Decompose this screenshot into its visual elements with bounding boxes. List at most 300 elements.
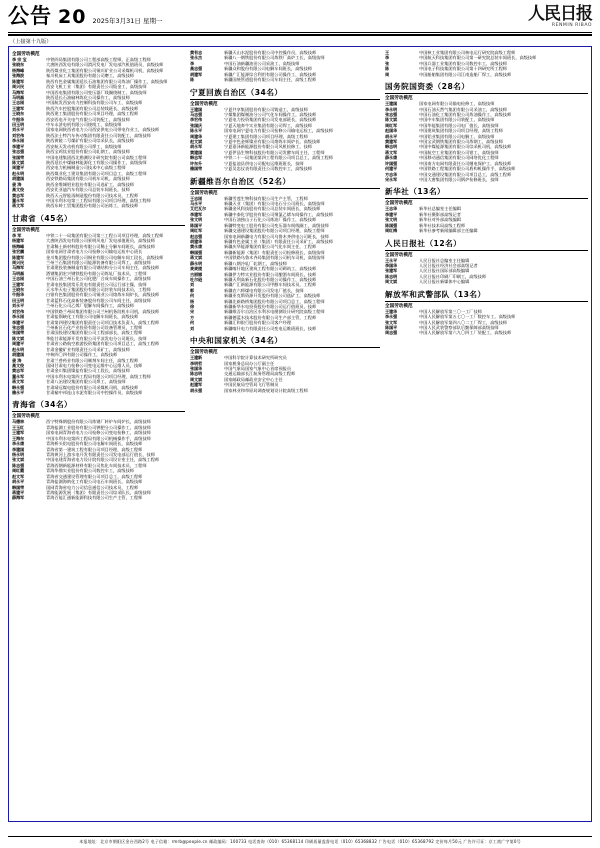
honoree-affiliation: 新华社总编室主任编辑 bbox=[419, 206, 461, 212]
honoree-affiliation: 青海黄河上游水电开发有限责任公司发电部运行值长，技师 bbox=[46, 452, 155, 457]
honoree-name: 李 bbox=[385, 55, 389, 61]
honoree-affiliation: 新华社技术局高级工程师 bbox=[419, 222, 466, 228]
honoree-name: 张永杰 bbox=[190, 55, 202, 61]
honoree-name: 薛永明 bbox=[190, 260, 202, 266]
honoree-affiliation: 中国电建青海省电力设计院有限公司设计室主任，高级工程师 bbox=[46, 457, 160, 463]
honoree-affiliation: 大唐陕西发电有限公司渭河发电厂发电部汽机值班员，高级技师 bbox=[46, 62, 164, 68]
honoree-name: 陈建军 bbox=[12, 78, 24, 84]
honoree-affiliation: 中国华能集团有限公司电厂值长，高级技师 bbox=[419, 122, 499, 128]
masthead-rule-top bbox=[8, 32, 592, 33]
honoree-name: 陈国强 bbox=[385, 222, 397, 228]
honoree-affiliation: 中国南方电网有限责任公司继电保护工，高级技师 bbox=[419, 160, 512, 166]
honoree-name: 王建国 bbox=[385, 101, 397, 107]
honoree-affiliation: 甘肃金徽矿业有限责任公司采矿工，高级技师 bbox=[46, 346, 130, 352]
table-row bbox=[385, 228, 588, 233]
honoree-name: 周文斌 bbox=[385, 279, 397, 285]
honoree-name: 王建华 bbox=[385, 308, 397, 314]
honoree-name: 方 bbox=[190, 314, 194, 320]
newspaper-logo-pinyin: RENMIN RIBAO bbox=[551, 23, 592, 28]
honoree-affiliation: 新疆汇和银行股份有限公司客户经理 bbox=[224, 320, 292, 326]
honoree-table bbox=[385, 258, 588, 285]
honoree-name: 张宏鹏 bbox=[12, 249, 24, 255]
honoree-affiliation: 中国人民解放军第五七〇一工厂数控车工，高级技师 bbox=[419, 314, 516, 320]
honoree-name: 张国庆 bbox=[190, 122, 202, 128]
honoree-name: 蒋文军 bbox=[12, 379, 24, 385]
honoree-affiliation: 中国石油新疆油田公司采油工，高级技师 bbox=[224, 60, 300, 66]
honoree-affiliation: 中国石油独山子石化公司炼油厂操作工，高级技师 bbox=[224, 217, 317, 223]
honoree-name: 王 bbox=[385, 50, 389, 55]
honoree-table bbox=[385, 309, 588, 336]
sections-c3 bbox=[385, 50, 588, 336]
honoree-name: 吐尔逊 bbox=[190, 276, 202, 282]
section-heading: 甘肃省（45名） bbox=[12, 211, 185, 226]
honoree-rows-c1-top bbox=[12, 57, 185, 209]
honoree-affiliation: 兰州兰石集团有限公司能源装备有限公司焊工，高级技师 bbox=[46, 259, 151, 265]
honoree-table bbox=[190, 107, 380, 172]
sections-c2 bbox=[190, 50, 380, 393]
honoree-name: 郭 bbox=[190, 287, 194, 293]
section-heading: 新华社（13名） bbox=[385, 184, 588, 199]
honoree-name: 赵国华 bbox=[385, 128, 397, 134]
honoree-affiliation: 中国人民解放军第六九〇四工厂装配工，高级技师 bbox=[419, 330, 512, 336]
honoree-name: 李 宗 宝 bbox=[12, 57, 27, 62]
honoree-affiliation: 陕西天元智能再制造股份有限公司技术员，工程师 bbox=[46, 192, 139, 198]
honoree-name: 李永强 bbox=[385, 314, 397, 320]
honoree-affiliation: 中国移动通信集团有限公司网络优化工程师 bbox=[419, 155, 499, 161]
honoree-name: 王晓东 bbox=[12, 111, 24, 117]
honoree-table bbox=[385, 101, 588, 182]
honoree-name: 黄建国 bbox=[190, 149, 202, 155]
honoree-affiliation: 青海盐湖海纳化工有限公司电石车间班长，高级技师 bbox=[46, 479, 143, 485]
honoree-rows bbox=[190, 355, 380, 393]
honoree-affiliation: 甘肃八冶建设集团有限公司焊工，高级技师 bbox=[46, 379, 126, 385]
honoree-name: 韩国强 bbox=[190, 249, 202, 255]
honoree-affiliation: 陕西建工集团股份有限公司项目经理，高级工程师 bbox=[46, 111, 139, 117]
honoree-affiliation: 中国中车集团有限公司装配工，高级技师 bbox=[419, 117, 495, 123]
honoree-rows bbox=[12, 233, 185, 396]
honoree-affiliation: 中国铁路乌鲁木齐局集团有限公司机车司机，高级技师 bbox=[224, 255, 325, 261]
honoree-name: 赵文斌 bbox=[190, 139, 202, 145]
honoree-name: 杨海峰 bbox=[12, 243, 24, 249]
honoree-name: 李建平 bbox=[385, 211, 397, 217]
honoree-name: 周红梅 bbox=[385, 228, 397, 234]
honoree-affiliation: 中国电子科技集团有限公司第十四研究所工程师 bbox=[419, 66, 507, 72]
section-heading: 中央和国家机关（34名） bbox=[190, 333, 380, 348]
honoree-affiliation: 甘肃第四建设集团有限责任公司项目技术负责人，高级工程师 bbox=[46, 319, 160, 325]
honoree-affiliation: 国网甘肃电力检修公司变电运维中心运维人员，技师 bbox=[46, 362, 143, 368]
honoree-affiliation: 西安航天发动机有限公司焊工，高级技师 bbox=[46, 143, 122, 149]
honoree-name: 李国华 bbox=[385, 262, 397, 268]
honoree-name: 高志强 bbox=[190, 66, 202, 72]
honoree-name: 胡建华 bbox=[190, 238, 202, 244]
honoree-name: 马海军 bbox=[12, 89, 24, 95]
honoree-affiliation: 新疆天业（集团）有限公司电石分公司班长，高级技师 bbox=[224, 201, 325, 207]
honoree-affiliation: 酒钢集团宏兴钢铁股份有限公司炼轧厂技术员，工程师 bbox=[46, 270, 147, 276]
honoree-affiliation: 人民日报社经济社会部高级记者 bbox=[419, 262, 478, 268]
honoree-affiliation: 甘肃金川集团镍盐有限公司工段长，高级技师 bbox=[46, 368, 130, 374]
honoree-name: 牛振华 bbox=[12, 292, 24, 298]
honoree-name: 韩国荣 bbox=[12, 484, 24, 490]
honoree-rows bbox=[385, 258, 588, 285]
table-row bbox=[385, 177, 588, 182]
honoree-name: 陈文斌 bbox=[385, 117, 397, 123]
honoree-name: 马志强 bbox=[190, 111, 202, 117]
honoree-name: 韩志明 bbox=[385, 144, 397, 150]
honoree-table-c1-top bbox=[12, 57, 185, 209]
honoree-name: 田玉明 bbox=[12, 297, 24, 303]
honoree-affiliation: 新疆新华水电投资股份有限公司运行值班员，技师 bbox=[224, 304, 317, 310]
honoree-name: 王建军 bbox=[12, 430, 24, 436]
sections-c1 bbox=[12, 211, 185, 501]
honoree-affiliation: 中国兵器工业集团有限公司数控车工，高级技师 bbox=[419, 60, 507, 66]
honoree-name: 王志刚 bbox=[190, 195, 202, 201]
honoree-affiliation: 陕西有色金属集团延长石油集团有限公司炼油厂操作工，高级技师 bbox=[46, 78, 168, 84]
honoree-affiliation: 中国电建集团西北勘测设计研究院有限公司高级工程师 bbox=[46, 154, 147, 160]
honoree-affiliation: 秦川机床工具集团股份有限公司磨工，高级技师 bbox=[46, 73, 134, 79]
honoree-affiliation: 中国人民解放军第三〇一工厂技师 bbox=[419, 308, 482, 314]
honoree-affiliation: 新华社摄影部高级记者 bbox=[419, 211, 461, 217]
award-category-label: 全国劳动模范 bbox=[190, 101, 218, 107]
masthead-left bbox=[8, 6, 528, 27]
honoree-affiliation: 国家邮政局邮政业安全中心主任 bbox=[224, 376, 283, 382]
honoree-table bbox=[190, 355, 380, 393]
honoree-affiliation: 宁夏中色金辉镍业有限公司熔炼车间炉长，高级技师 bbox=[224, 139, 321, 145]
footer bbox=[8, 836, 592, 844]
honoree-name: 王志刚 bbox=[12, 276, 24, 282]
honoree-affiliation: 中国水利水电第四工程局有限公司机械操作手，高级技师 bbox=[46, 435, 151, 441]
honoree-affiliation: 青海盐湖工业股份有限公司钾肥分公司操作工，高级技师 bbox=[46, 424, 151, 430]
honoree-affiliation: 西安西电开关电气有限公司装配工，高级技师 bbox=[46, 116, 130, 122]
honoree-name: 张国荣 bbox=[12, 154, 24, 160]
honoree-affiliation: 甘肃国投建设集团有限公司工程部部长，高级工程师 bbox=[46, 330, 143, 336]
honoree-affiliation: 新疆八一钢铁股份有限公司炼铁厂高炉工长，高级技师 bbox=[224, 55, 325, 61]
honoree-affiliation: 中国气象局国家气象中心首席预报员 bbox=[224, 365, 292, 371]
honoree-name: 李建平 bbox=[12, 319, 24, 325]
honoree-name: 马海军 bbox=[12, 265, 24, 271]
honoree-name: 杨 bbox=[190, 298, 194, 304]
honoree-affiliation: 宁煤集团煤制油分公司气化车间操作工，高级技师 bbox=[224, 111, 317, 117]
honoree-affiliation: 中国民航局空管局飞行管制员 bbox=[224, 382, 279, 388]
table-row bbox=[385, 279, 588, 284]
honoree-affiliation: 国家电网宁夏电力有限公司检修公司输电运检工，高级技师 bbox=[224, 128, 333, 134]
honoree-affiliation: 兰州新区石化产业投资有限公司设备管理员，工程师 bbox=[46, 324, 143, 330]
honoree-affiliation: 陕西法士特汽车传动集团有限责任公司装配工，高级技师 bbox=[46, 132, 151, 138]
honoree-name: 何 bbox=[190, 293, 194, 299]
honoree-name: 张 bbox=[385, 60, 389, 66]
honoree-name: 许东升 bbox=[190, 160, 202, 166]
honoree-name: 艾尼瓦尔 bbox=[190, 206, 206, 212]
honoree-affiliation: 国网青海省电力公司信息通信公司技术员，工程师 bbox=[46, 484, 139, 490]
honoree-affiliation: 甘肃兰兽药业有限公司制剂车间主任，高级工程师 bbox=[46, 357, 139, 363]
award-category-label: 全国劳动模范 bbox=[190, 190, 218, 196]
column-2 bbox=[190, 50, 380, 818]
masthead-right bbox=[528, 6, 592, 29]
award-category-label: 全国劳动模范 bbox=[385, 201, 413, 207]
honoree-name: 周兴民 bbox=[12, 259, 24, 265]
honoree-name: 胡建国 bbox=[12, 176, 24, 182]
honoree-name: 赵文军 bbox=[12, 473, 24, 479]
honoree-name: 张文明 bbox=[190, 217, 202, 223]
honoree-name: 陈国平 bbox=[385, 324, 397, 330]
honoree-table bbox=[190, 50, 380, 83]
honoree-affiliation: 中国铁路工程集团有限公司盾构机操作手，高级技师 bbox=[419, 166, 516, 172]
honoree-affiliation: 新疆德蓝水技术股份有限公司生产部主管，工程师 bbox=[224, 314, 317, 320]
table-row bbox=[385, 72, 588, 77]
column-1 bbox=[12, 50, 185, 818]
honoree-affiliation: 陕西汽车控股集团有限公司总装线班长，高级技师 bbox=[46, 105, 139, 111]
honoree-name: 刘 bbox=[190, 282, 194, 288]
honoree-rows bbox=[190, 107, 380, 172]
table-row bbox=[12, 203, 185, 208]
honoree-affiliation: 宁夏伊品生物科技股份有限公司发酵车间主任，工程师 bbox=[224, 149, 325, 155]
honoree-name: 赵建军 bbox=[190, 382, 202, 388]
honoree-affiliation: 中铁四局集团有限公司工程部高级工程师，正高级工程师 bbox=[46, 57, 151, 62]
honoree-affiliation: 人民日报社总编室主任编辑 bbox=[419, 257, 470, 263]
honoree-affiliation: 中国航空工业集团有限公司钳工，高级技师 bbox=[419, 149, 499, 155]
honoree-affiliation: 西安比亚迪汽车有限公司总装车间班长，技师 bbox=[46, 187, 130, 193]
honoree-affiliation: 国家电网陕西省电力公司西安供电公司带电作业工，高级技师 bbox=[46, 127, 160, 133]
honoree-name: 王建新 bbox=[190, 355, 202, 361]
honoree-name: 刘 bbox=[190, 325, 194, 331]
honoree-affiliation: 人民日报社新媒体中心编辑 bbox=[419, 279, 470, 285]
honoree-affiliation: 甘肃靖远煤电股份有限公司采煤机司机，高级技师 bbox=[46, 384, 139, 390]
honoree-affiliation: 中国中煤能源集团有限公司综采机司机，高级技师 bbox=[419, 144, 512, 150]
honoree-affiliation: 中铁二十一局集团第四工程有限公司项目总工，高级工程师 bbox=[224, 155, 333, 161]
honoree-name: 王玉红 bbox=[12, 424, 24, 430]
honoree-affiliation: 中国人民武装警察部队后勤保障部高级技师 bbox=[419, 324, 499, 330]
honoree-name: 宋永军 bbox=[385, 177, 397, 183]
honoree-name: 张志强 bbox=[385, 111, 397, 117]
honoree-name: 徐 bbox=[190, 304, 194, 310]
honoree-rows bbox=[385, 50, 588, 77]
honoree-name: 李建国 bbox=[12, 446, 24, 452]
table-row bbox=[190, 388, 380, 393]
newspaper-logo: 人民日报 bbox=[528, 4, 592, 24]
honoree-affiliation: 宁夏嘉泽新能源股份有限公司风机检修工，技师 bbox=[224, 144, 312, 150]
honoree-affiliation: 新疆中泰化学股份有限公司聚氯乙烯车间操作工，高级技师 bbox=[224, 211, 333, 217]
honoree-name: 陈志明 bbox=[385, 273, 397, 279]
honoree-affiliation: 新疆有色金属工业（集团）有限责任公司采矿工，高级技师 bbox=[224, 238, 333, 244]
honoree-affiliation: 大唐陕西发电有限公司景明风电厂发电部值班员，高级技师 bbox=[46, 238, 155, 244]
honoree-affiliation: 中国船舶集团有限公司江南造船厂焊工，高级技师 bbox=[419, 71, 512, 77]
honoree-affiliation: 甘肃建投装备制造有限公司钢结构分公司车间主任，高级技师 bbox=[46, 265, 160, 271]
honoree-name: 周红军 bbox=[385, 122, 397, 128]
honoree-affiliation: 陕西延长石油榆林炼化公司操作工，高级技师 bbox=[46, 94, 130, 100]
honoree-name: 刘永平 bbox=[12, 303, 24, 309]
table-row bbox=[190, 166, 380, 171]
honoree-name: 胡建军 bbox=[190, 71, 202, 77]
honoree-affiliation: 中核四〇四有限公司操作工，高级技师 bbox=[46, 352, 118, 358]
honoree-affiliation: 甘肃电投集团常乐发电有限责任公司运行部主操，技师 bbox=[46, 281, 147, 287]
honoree-affiliation: 青海桥头铝电股份有限公司电解车间班长，高级技师 bbox=[46, 441, 143, 447]
honoree-affiliation: 新疆庆华能源集团有限公司气化车间主任，工程师 bbox=[224, 244, 317, 250]
honoree-name: 牛振华 bbox=[12, 116, 24, 122]
honoree-affiliation: 陕西金堆城钼业股份有限公司选矿工，高级技师 bbox=[46, 181, 134, 187]
honoree-name: 周文斌 bbox=[190, 376, 202, 382]
honoree-name: 王建军 bbox=[12, 105, 24, 111]
honoree-name: 陈文斌 bbox=[12, 160, 24, 166]
honoree-name: 麦麦提 bbox=[190, 266, 202, 272]
honoree-affiliation: 新疆天山水泥股份有限公司中控操作员，高级技师 bbox=[224, 50, 317, 55]
honoree-affiliation: 甘肃蓝科石化高新装备股份有限公司车间主任，高级技师 bbox=[46, 297, 151, 303]
honoree-name: 韩永强 bbox=[12, 384, 24, 390]
honoree-affiliation: 中国水利水电第三工程局有限公司项目经理，高级工程师 bbox=[46, 197, 151, 203]
honoree-name: 张志强 bbox=[12, 149, 24, 155]
honoree-affiliation: 兰州石化公司乙烯厂裂解车间操作工，高级技师 bbox=[46, 303, 134, 309]
honoree-name: 陈 bbox=[385, 66, 389, 72]
page-number: 20 bbox=[58, 6, 87, 28]
honoree-name: 李永刚 bbox=[12, 138, 24, 144]
honoree-affiliation: 青海百能汇通新能源科技有限公司生产主管，工程师 bbox=[46, 495, 143, 501]
honoree-name: 杨海峰 bbox=[12, 67, 24, 73]
honoree-table bbox=[12, 419, 185, 500]
honoree-affiliation: 中国核工业集团有限公司核电运行研究院高级工程师 bbox=[419, 50, 516, 55]
honoree-affiliation: 白银有色集团股份有限公司铜业公司熔炼车间炉长，高级技师 bbox=[46, 292, 160, 298]
award-category-label: 全国劳动模范 bbox=[12, 52, 40, 57]
honoree-name: 张文军 bbox=[385, 319, 397, 325]
honoree-affiliation: 交通运输部长江航务管理局高级工程师 bbox=[224, 371, 296, 377]
honoree-affiliation: 中车永济电机有限公司绕线工，高级技师 bbox=[46, 122, 122, 128]
honoree-affiliation: 宁夏盐池县供电公司配电运维班班长，技师 bbox=[224, 160, 304, 166]
masthead-rule-bottom bbox=[8, 34, 592, 36]
honoree-name: 李明哲 bbox=[190, 360, 202, 366]
honoree-affiliation: 西安飞机工业（集团）有限责任公司钣金工，高级技师 bbox=[46, 84, 147, 90]
honoree-name: 刘宏伟 bbox=[12, 308, 24, 314]
honoree-affiliation: 新华社参考新闻编辑部主任编辑 bbox=[419, 228, 478, 234]
award-category-label: 全国劳动模范 bbox=[12, 227, 40, 233]
honoree-affiliation: 中国科学院计算技术研究所研究员 bbox=[224, 355, 287, 361]
honoree-affiliation: 宁夏建工集团有限公司项目经理，高级工程师 bbox=[224, 133, 308, 139]
honoree-affiliation: 中国人民解放军第四八〇二工厂焊工，高级技师 bbox=[419, 319, 507, 325]
honoree-name: 蒋文斌 bbox=[190, 255, 202, 261]
honoree-name: 何 bbox=[190, 320, 194, 326]
honoree-affiliation: 中铁二十一局集团有限公司第三工程公司项目经理，高级工程师 bbox=[46, 232, 164, 238]
honoree-affiliation: 新疆农六师煤电有限公司发电厂值长，技师 bbox=[224, 287, 304, 293]
honoree-name: 李永康 bbox=[12, 441, 24, 447]
honoree-table bbox=[385, 50, 588, 77]
content-frame bbox=[8, 46, 592, 822]
table-row bbox=[12, 390, 185, 395]
honoree-name: 高文俊 bbox=[12, 362, 24, 368]
honoree-name: 李永刚 bbox=[12, 314, 24, 320]
honoree-affiliation: 新疆维吾尔自治区水利水电勘测设计研究院高级工程师 bbox=[224, 309, 325, 315]
honoree-affiliation: 青海省交通建设管理有限公司项目总工，高级工程师 bbox=[46, 473, 143, 479]
honoree-name: 周兴民 bbox=[12, 84, 24, 90]
section-heading: 新疆维吾尔自治区（52名） bbox=[190, 174, 380, 189]
honoree-name: 张晓东 bbox=[12, 62, 24, 68]
honoree-affiliation: 宁夏吴忠仪表有限责任公司数控车工，高级技师 bbox=[224, 166, 312, 172]
honoree-affiliation: 甘肃盐锅峡化工有限公司电解车间班长，高级技师 bbox=[46, 314, 139, 320]
honoree-affiliation: 中国大唐集团有限公司锅炉检修班长，技师 bbox=[419, 177, 499, 183]
honoree-name: 陈永平 bbox=[190, 128, 202, 134]
honoree-table bbox=[385, 206, 588, 233]
honoree-affiliation: 中国宝武钢铁集团有限公司炼钢工，高级技师 bbox=[419, 139, 503, 145]
honoree-name: 蒋文军 bbox=[385, 149, 397, 155]
publication-date: 2025年3月31日 星期一 bbox=[92, 17, 163, 25]
honoree-name: 雒永平 bbox=[12, 390, 24, 396]
honoree-affiliation: 新疆北新路桥集团股份有限公司项目总工，高级工程师 bbox=[224, 298, 325, 304]
honoree-name: 张文斌 bbox=[12, 457, 24, 463]
honoree-affiliation: 新疆广汇新能源有限公司甲醇车间技术员，工程师 bbox=[224, 282, 317, 288]
honoree-name: 张建军 bbox=[385, 268, 397, 274]
honoree-name: 胡永平 bbox=[12, 479, 24, 485]
honoree-affiliation: 中国航发西安动力控制科技有限公司车工，高级技师 bbox=[46, 100, 143, 106]
honoree-name: 许国强 bbox=[385, 160, 397, 166]
honoree-name: 姜 涛 bbox=[12, 181, 22, 187]
honoree-affiliation: 中国铁路兰州局集团有限公司兰州机务段机车司机，高级技师 bbox=[46, 308, 160, 314]
masthead bbox=[0, 0, 600, 29]
honoree-name: 赵永明 bbox=[12, 346, 24, 352]
honoree-affiliation: 宁夏电力投资集团有限公司发电部班长，高级技师 bbox=[224, 117, 317, 123]
honoree-name: 刘宏伟 bbox=[12, 132, 24, 138]
honoree-affiliation: 新疆特变电工股份有限公司变压器车间线圈工，高级技师 bbox=[224, 222, 329, 228]
honoree-rows bbox=[190, 50, 380, 83]
honoree-affiliation: 中国石油化工集团有限公司炼油操作工，高级技师 bbox=[419, 111, 512, 117]
award-category-label: 全国劳动模范 bbox=[190, 350, 218, 356]
honoree-rows bbox=[385, 309, 588, 336]
honoree-name: 高文俊 bbox=[12, 187, 24, 193]
honoree-affiliation: 新疆交通建设集团股份有限公司项目经理，高级工程师 bbox=[224, 228, 325, 234]
honoree-name: 薛海军 bbox=[12, 495, 24, 501]
honoree-name: 李宏伟 bbox=[190, 117, 202, 123]
honoree-affiliation: 陕西黄陵二号煤矿有限公司综采队长，高级技师 bbox=[46, 138, 134, 144]
honoree-affiliation: 国家电网有限公司输电检修工，高级技师 bbox=[419, 101, 495, 107]
honoree-affiliation: 中国交通建设集团有限公司项目总工，高级工程师 bbox=[419, 171, 512, 177]
honoree-name: 李 军 bbox=[12, 232, 22, 238]
honoree-name: 姜 涛 bbox=[12, 357, 22, 363]
award-category-label: 全国劳动模范 bbox=[385, 252, 413, 258]
honoree-rows bbox=[385, 101, 588, 182]
honoree-name: 马德林 bbox=[12, 419, 24, 425]
honoree-name: 宋 bbox=[190, 309, 194, 315]
honoree-name: 张文明 bbox=[385, 217, 397, 223]
honoree-name: 杨永明 bbox=[12, 452, 24, 457]
honoree-rows bbox=[385, 206, 588, 233]
section-heading: 人民日报社（12名） bbox=[385, 236, 588, 251]
footer-imprint: 本报地址：北京市朝阳区金台西路2号 电子信箱：rmrb@people.cn 邮政编码：100733 电话查询（010）65368114 印刷质量监督电话（010）65368832 广告电话（010）65368792 定价每月50元 广告许可证：京工商广字第0号 bbox=[79, 838, 521, 844]
honoree-name: 雒国荣 bbox=[190, 166, 202, 172]
award-category-label: 全国劳动模范 bbox=[12, 414, 40, 420]
honoree-name: 陈志强 bbox=[12, 462, 24, 468]
honoree-affiliation: 国家税务总局办公厅副主任 bbox=[224, 360, 275, 366]
column-container bbox=[12, 50, 588, 818]
honoree-affiliation: 陕西煤业化工建设集团有限公司项目总工，高级工程师 bbox=[46, 170, 147, 176]
honoree-affiliation: 新疆金风科技股份有限公司总装车间班长，高级技师 bbox=[224, 206, 321, 212]
honoree-name: 古丽娜 bbox=[190, 271, 202, 277]
honoree-affiliation: 宁夏共享集团股份有限公司铸造工，高级技师 bbox=[224, 106, 308, 112]
honoree-name: 何建平 bbox=[385, 166, 397, 172]
honoree-affiliation: 青海能源发展（集团）有限责任公司综采队长，高级技师 bbox=[46, 489, 151, 495]
honoree-affiliation: 新疆雪莲生物科技有限公司生产主管，工程师 bbox=[224, 195, 308, 201]
honoree-affiliation: 中国铝业集团有限公司电解工，高级技师 bbox=[419, 133, 495, 139]
honoree-affiliation: 新疆八钢冷轧厂轧钢工，高级技师 bbox=[224, 260, 287, 266]
section-heading: 国务院国资委（28名） bbox=[385, 79, 588, 94]
honoree-affiliation: 新疆喀什电力有限责任公司变电运维班班长，技师 bbox=[224, 325, 317, 331]
honoree-name: 田玉明 bbox=[12, 122, 24, 128]
honoree-name: 陈志明 bbox=[190, 371, 202, 377]
honoree-name: 周志强 bbox=[385, 330, 397, 336]
honoree-name: 董永军 bbox=[12, 197, 24, 203]
honoree-table bbox=[190, 196, 380, 332]
honoree-affiliation: 国家电网新疆电力有限公司乌鲁木齐供电公司班长，技师 bbox=[224, 233, 329, 239]
honoree-affiliation: 西宁特殊钢股份有限公司炼钢厂转炉车间炉长，高级技师 bbox=[46, 419, 151, 425]
honoree-name: 李永明 bbox=[385, 106, 397, 112]
honoree-affiliation: 中国西电集团有限公司变压器厂线圈绕制工，高级技师 bbox=[46, 89, 147, 95]
honoree-name: 王晓东 bbox=[12, 287, 24, 293]
honoree-name: 胡建国 bbox=[12, 352, 24, 358]
honoree-name: 黄建军 bbox=[385, 139, 397, 145]
honoree-affiliation: 新疆新能源（集团）有限责任公司检修班长，高级技师 bbox=[224, 249, 325, 255]
